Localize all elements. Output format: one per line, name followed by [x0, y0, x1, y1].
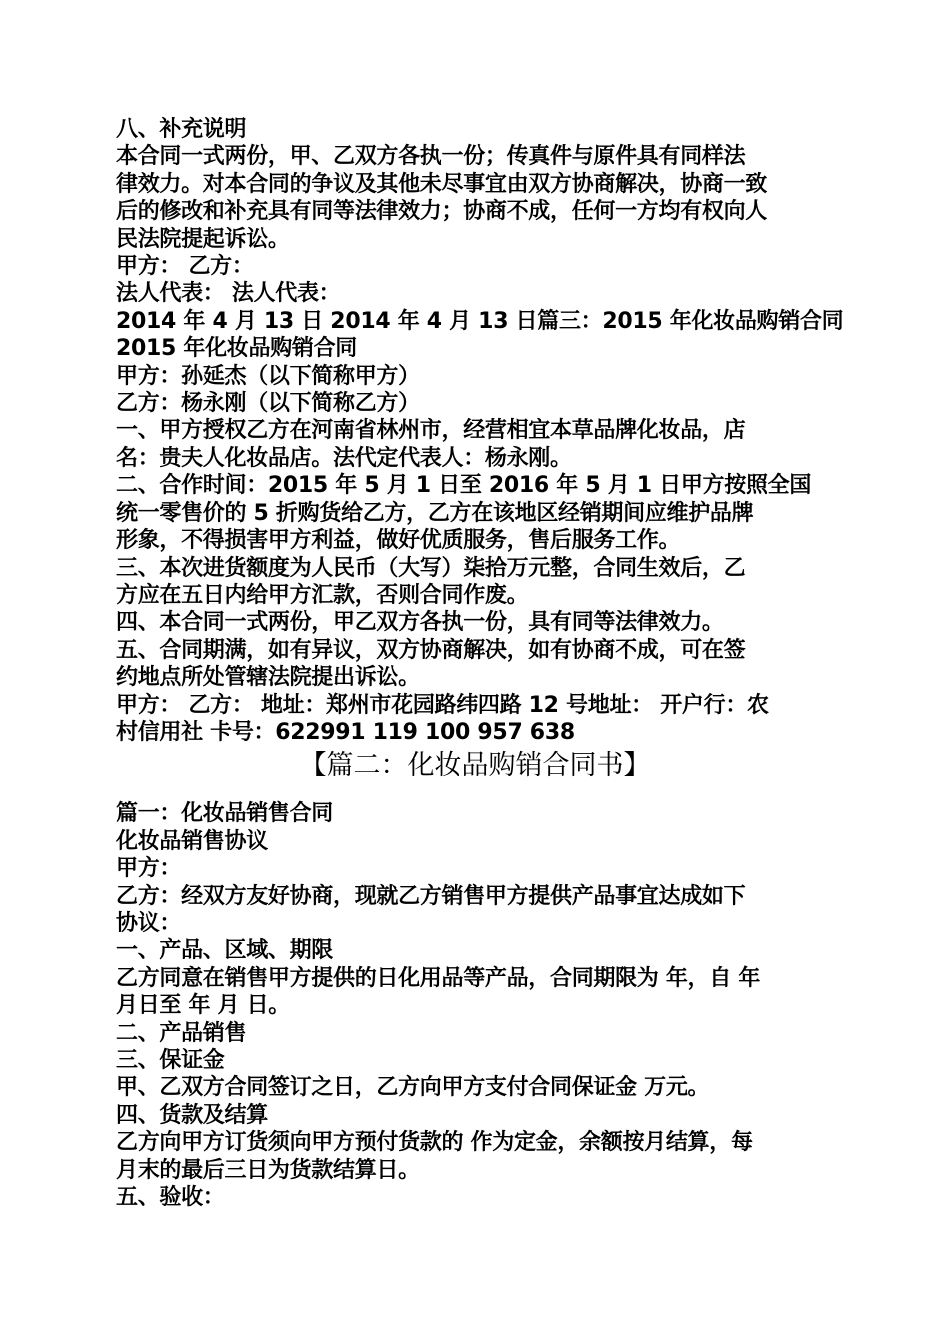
text-line: 月末的最后三日为货款结算日。 [116, 1157, 420, 1183]
text-line: 方应在五日内给甲方汇款，否则合同作废。 [116, 582, 529, 608]
section-heading: 【篇二：化妆品购销合同书】 [299, 750, 651, 782]
text-line: 2015 年化妆品购销合同 [116, 336, 357, 362]
text-line: 一、产品、区域、期限 [116, 938, 334, 964]
text-line: 三、本次进货额度为人民币（大写）柒拾万元整，合同生效后，乙 [116, 555, 746, 581]
text-line: 二、产品销售 [116, 1020, 247, 1046]
text-line: 月日至 年 月 日。 [116, 993, 290, 1019]
text-line: 五、验收： [116, 1185, 225, 1211]
text-line: 形象，不得损害甲方利益，做好优质服务，售后服务工作。 [116, 528, 681, 554]
text-line: 甲方：孙延杰（以下简称甲方） [116, 363, 420, 389]
text-line: 村信用社 卡号：622991 119 100 957 638 [116, 719, 575, 745]
text-line: 法人代表： 法人代表： [116, 281, 341, 307]
text-line: 甲、乙双方合同签订之日，乙方向甲方支付合同保证金 万元。 [116, 1075, 710, 1101]
contract-part-one [116, 116, 844, 746]
text-line: 五、合同期满，如有异议，双方协商解决，如有协商不成，可在签 [116, 637, 746, 663]
text-line: 四、本合同一式两份，甲乙双方各执一份，具有同等法律效力。 [116, 610, 724, 636]
text-line: 一、甲方授权乙方在河南省林州市，经营相宜本草品牌化妆品，店 [116, 418, 746, 444]
text-line: 协议： [116, 910, 182, 936]
text-line: 二、合作时间：2015 年 5 月 1 日至 2016 年 5 月 1 日甲方按照全国 [116, 473, 812, 499]
text-line: 乙方同意在销售甲方提供的日化用品等产品，合同期限为 年，自 年 [116, 965, 761, 991]
text-line: 名：贵夫人化妆品店。法代定代表人：杨永刚。 [116, 445, 572, 471]
text-line: 乙方：经双方友好协商，现就乙方销售甲方提供产品事宜达成如下 [116, 883, 746, 909]
text-line: 民法院提起诉讼。 [116, 226, 290, 252]
contract-part-two [116, 800, 834, 1211]
document-body [116, 116, 844, 1211]
text-line: 三、保证金 [116, 1048, 225, 1073]
text-line: 本合同一式两份，甲、乙双方各执一份；传真件与原件具有同样法 [116, 144, 746, 170]
text-line: 八、补充说明 [116, 117, 247, 142]
text-line: 乙方向甲方订货须向甲方预付货款的 作为定金，余额按月结算，每 [116, 1130, 753, 1156]
text-line: 2014 年 4 月 13 日 2014 年 4 月 13 日篇三：2015 年化妆品购销合同 [116, 308, 844, 334]
text-line: 约地点所处管辖法院提出诉讼。 [116, 665, 420, 691]
text-line: 甲方： [116, 856, 182, 882]
text-line: 化妆品销售协议 [116, 828, 268, 854]
text-line: 甲方： 乙方： 地址：郑州市花园路纬四路 12 号地址： 开户行：农 [116, 692, 769, 718]
text-line: 律效力。对本合同的争议及其他未尽事宜由双方协商解决，协商一致 [116, 171, 768, 197]
text-line: 乙方：杨永刚（以下简称乙方） [116, 391, 420, 417]
text-line: 篇一：化妆品销售合同 [116, 801, 334, 827]
text-line: 统一零售价的 5 折购货给乙方，乙方在该地区经销期间应维护品牌 [116, 500, 754, 526]
text-line: 后的修改和补充具有同等法律效力；协商不成，任何一方均有权向人 [116, 199, 768, 225]
text-line: 四、货款及结算 [116, 1102, 268, 1128]
text-line: 甲方： 乙方： [116, 254, 254, 280]
